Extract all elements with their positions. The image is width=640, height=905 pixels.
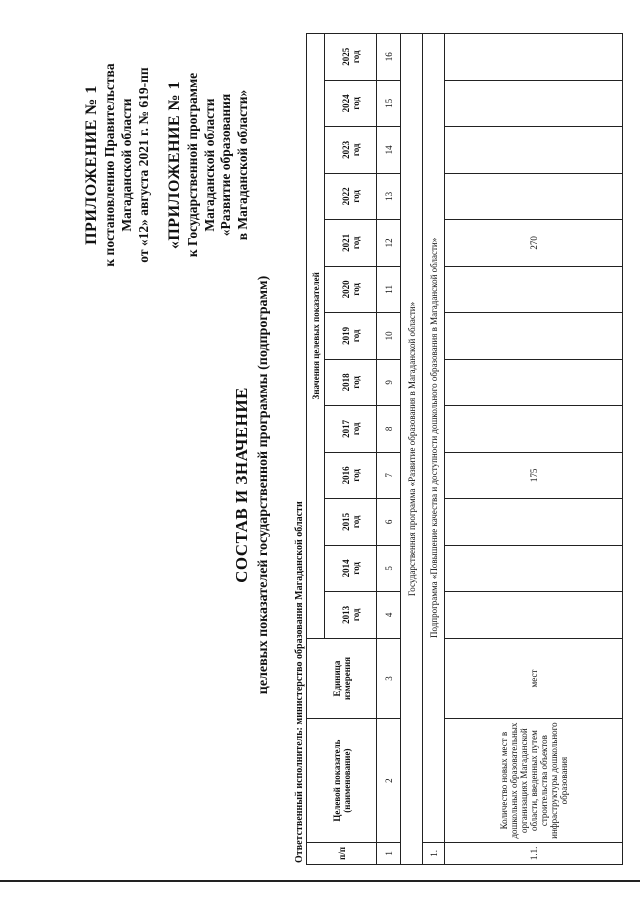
header-no: п/п: [307, 842, 377, 864]
appendix-header: [82, 35, 252, 295]
year-header-11: [325, 80, 377, 127]
year-value: 2022: [340, 187, 351, 206]
column-number-5: 5: [377, 545, 401, 592]
column-number-1: 1: [377, 842, 401, 864]
year-unit: год: [350, 562, 361, 575]
document-title: [232, 205, 272, 765]
year-unit: год: [350, 283, 361, 296]
subprogram-row: [423, 34, 445, 865]
column-number-11: 11: [377, 266, 401, 313]
year-value: 2025: [340, 47, 351, 66]
year-unit: год: [350, 50, 361, 64]
year-unit: год: [350, 236, 361, 250]
year-header-8: [325, 220, 377, 267]
column-number-16: 16: [377, 34, 401, 81]
year-header-5: [325, 359, 377, 406]
value-cell-2018: [445, 359, 623, 406]
quoted-line-1: к Государственной программе: [184, 72, 200, 258]
year-value: 2021: [340, 233, 351, 252]
value-cell-2023: [445, 127, 623, 174]
year-value: 2014: [340, 559, 351, 578]
appendix-title: ПРИЛОЖЕНИЕ № 1: [83, 85, 100, 245]
year-unit: год: [350, 143, 361, 157]
year-header-0: [325, 592, 377, 639]
year-unit: год: [350, 422, 361, 436]
header-unit: Единица измерения: [307, 638, 377, 719]
year-unit: год: [350, 608, 361, 622]
responsible-executor: Ответственный исполнитель: министерство образования Магаданской области: [294, 501, 305, 863]
value-cell-2013: [445, 592, 623, 639]
year-header-7: [325, 266, 377, 313]
year-value: 2016: [340, 466, 351, 485]
year-header-9: [325, 173, 377, 220]
header-indicator: Целевой показатель (наименование): [307, 719, 377, 842]
value-cell-2017: [445, 406, 623, 453]
column-number-12: 12: [377, 220, 401, 267]
year-value: 2019: [340, 326, 351, 345]
year-value: 2013: [340, 605, 351, 624]
subprogram-cell: Подпрограмма «Повышение качества и доступности дошкольного образования в Магаданской области»: [423, 34, 445, 843]
value-cell-2025: [445, 34, 623, 81]
value-cell-2016: 175: [445, 452, 623, 499]
quoted-line-3: «Развитие образования: [218, 93, 234, 237]
column-number-row: [377, 34, 401, 865]
table-row: [445, 34, 623, 865]
year-header-12: [325, 34, 377, 81]
value-cell-2014: [445, 545, 623, 592]
column-number-4: 4: [377, 592, 401, 639]
column-number-10: 10: [377, 313, 401, 360]
year-header-1: [325, 545, 377, 592]
title-line-1: СОСТАВ И ЗНАЧЕНИЕ: [232, 387, 251, 583]
year-value: 2023: [340, 140, 351, 159]
value-cell-2024: [445, 80, 623, 127]
quoted-appendix-title: «ПРИЛОЖЕНИЕ № 1: [165, 80, 183, 250]
column-number-13: 13: [377, 173, 401, 220]
program-cell: Государственная программа «Развитие образования в Магаданской области»: [401, 34, 423, 865]
year-value: 2015: [340, 512, 351, 531]
quoted-line-4: в Магаданской области»: [235, 89, 251, 241]
column-number-14: 14: [377, 127, 401, 174]
column-number-6: 6: [377, 499, 401, 546]
year-unit: год: [350, 97, 361, 110]
column-number-15: 15: [377, 80, 401, 127]
value-cell-2022: [445, 173, 623, 220]
row-indicator: Количество новых мест в дошкольных образовательных организациях Магаданской области, введенных путем строительства объектов инфраструктуры дошкольного образования: [445, 719, 623, 842]
value-cell-2015: [445, 499, 623, 546]
year-value: 2024: [340, 94, 351, 113]
title-line-2: целевых показателей государственной программы (подпрограмм): [256, 275, 271, 695]
indicators-table: [306, 33, 623, 865]
year-value: 2017: [340, 419, 351, 438]
year-value: 2020: [340, 280, 351, 299]
column-number-2: 2: [377, 719, 401, 842]
year-unit: год: [350, 515, 361, 529]
column-number-3: 3: [377, 638, 401, 719]
section-number: 1.: [423, 842, 445, 864]
year-value: 2018: [340, 373, 351, 392]
year-header-3: [325, 452, 377, 499]
year-unit: год: [350, 376, 361, 389]
value-cell-2021: 270: [445, 220, 623, 267]
appendix-line-3: от «12» августа 2021 г. № 619-пп: [135, 67, 151, 263]
program-row: [401, 34, 423, 865]
year-header-6: [325, 313, 377, 360]
appendix-line-2: Магаданской области: [118, 98, 134, 232]
column-number-9: 9: [377, 359, 401, 406]
row-unit: мест: [445, 638, 623, 719]
appendix-line-1: к постановлению Правительства: [102, 63, 117, 267]
year-header-2: [325, 499, 377, 546]
quoted-line-2: Магаданской области: [201, 98, 217, 232]
year-unit: год: [350, 329, 361, 343]
year-header-4: [325, 406, 377, 453]
column-number-7: 7: [377, 452, 401, 499]
year-header-10: [325, 127, 377, 174]
page-bottom-rule: [0, 880, 640, 882]
value-cell-2019: [445, 313, 623, 360]
year-unit: год: [350, 469, 361, 482]
header-values: Значения целевых показателей: [307, 34, 325, 639]
row-number: 1.1.: [445, 842, 623, 864]
value-cell-2020: [445, 266, 623, 313]
column-number-8: 8: [377, 406, 401, 453]
year-unit: год: [350, 190, 361, 203]
